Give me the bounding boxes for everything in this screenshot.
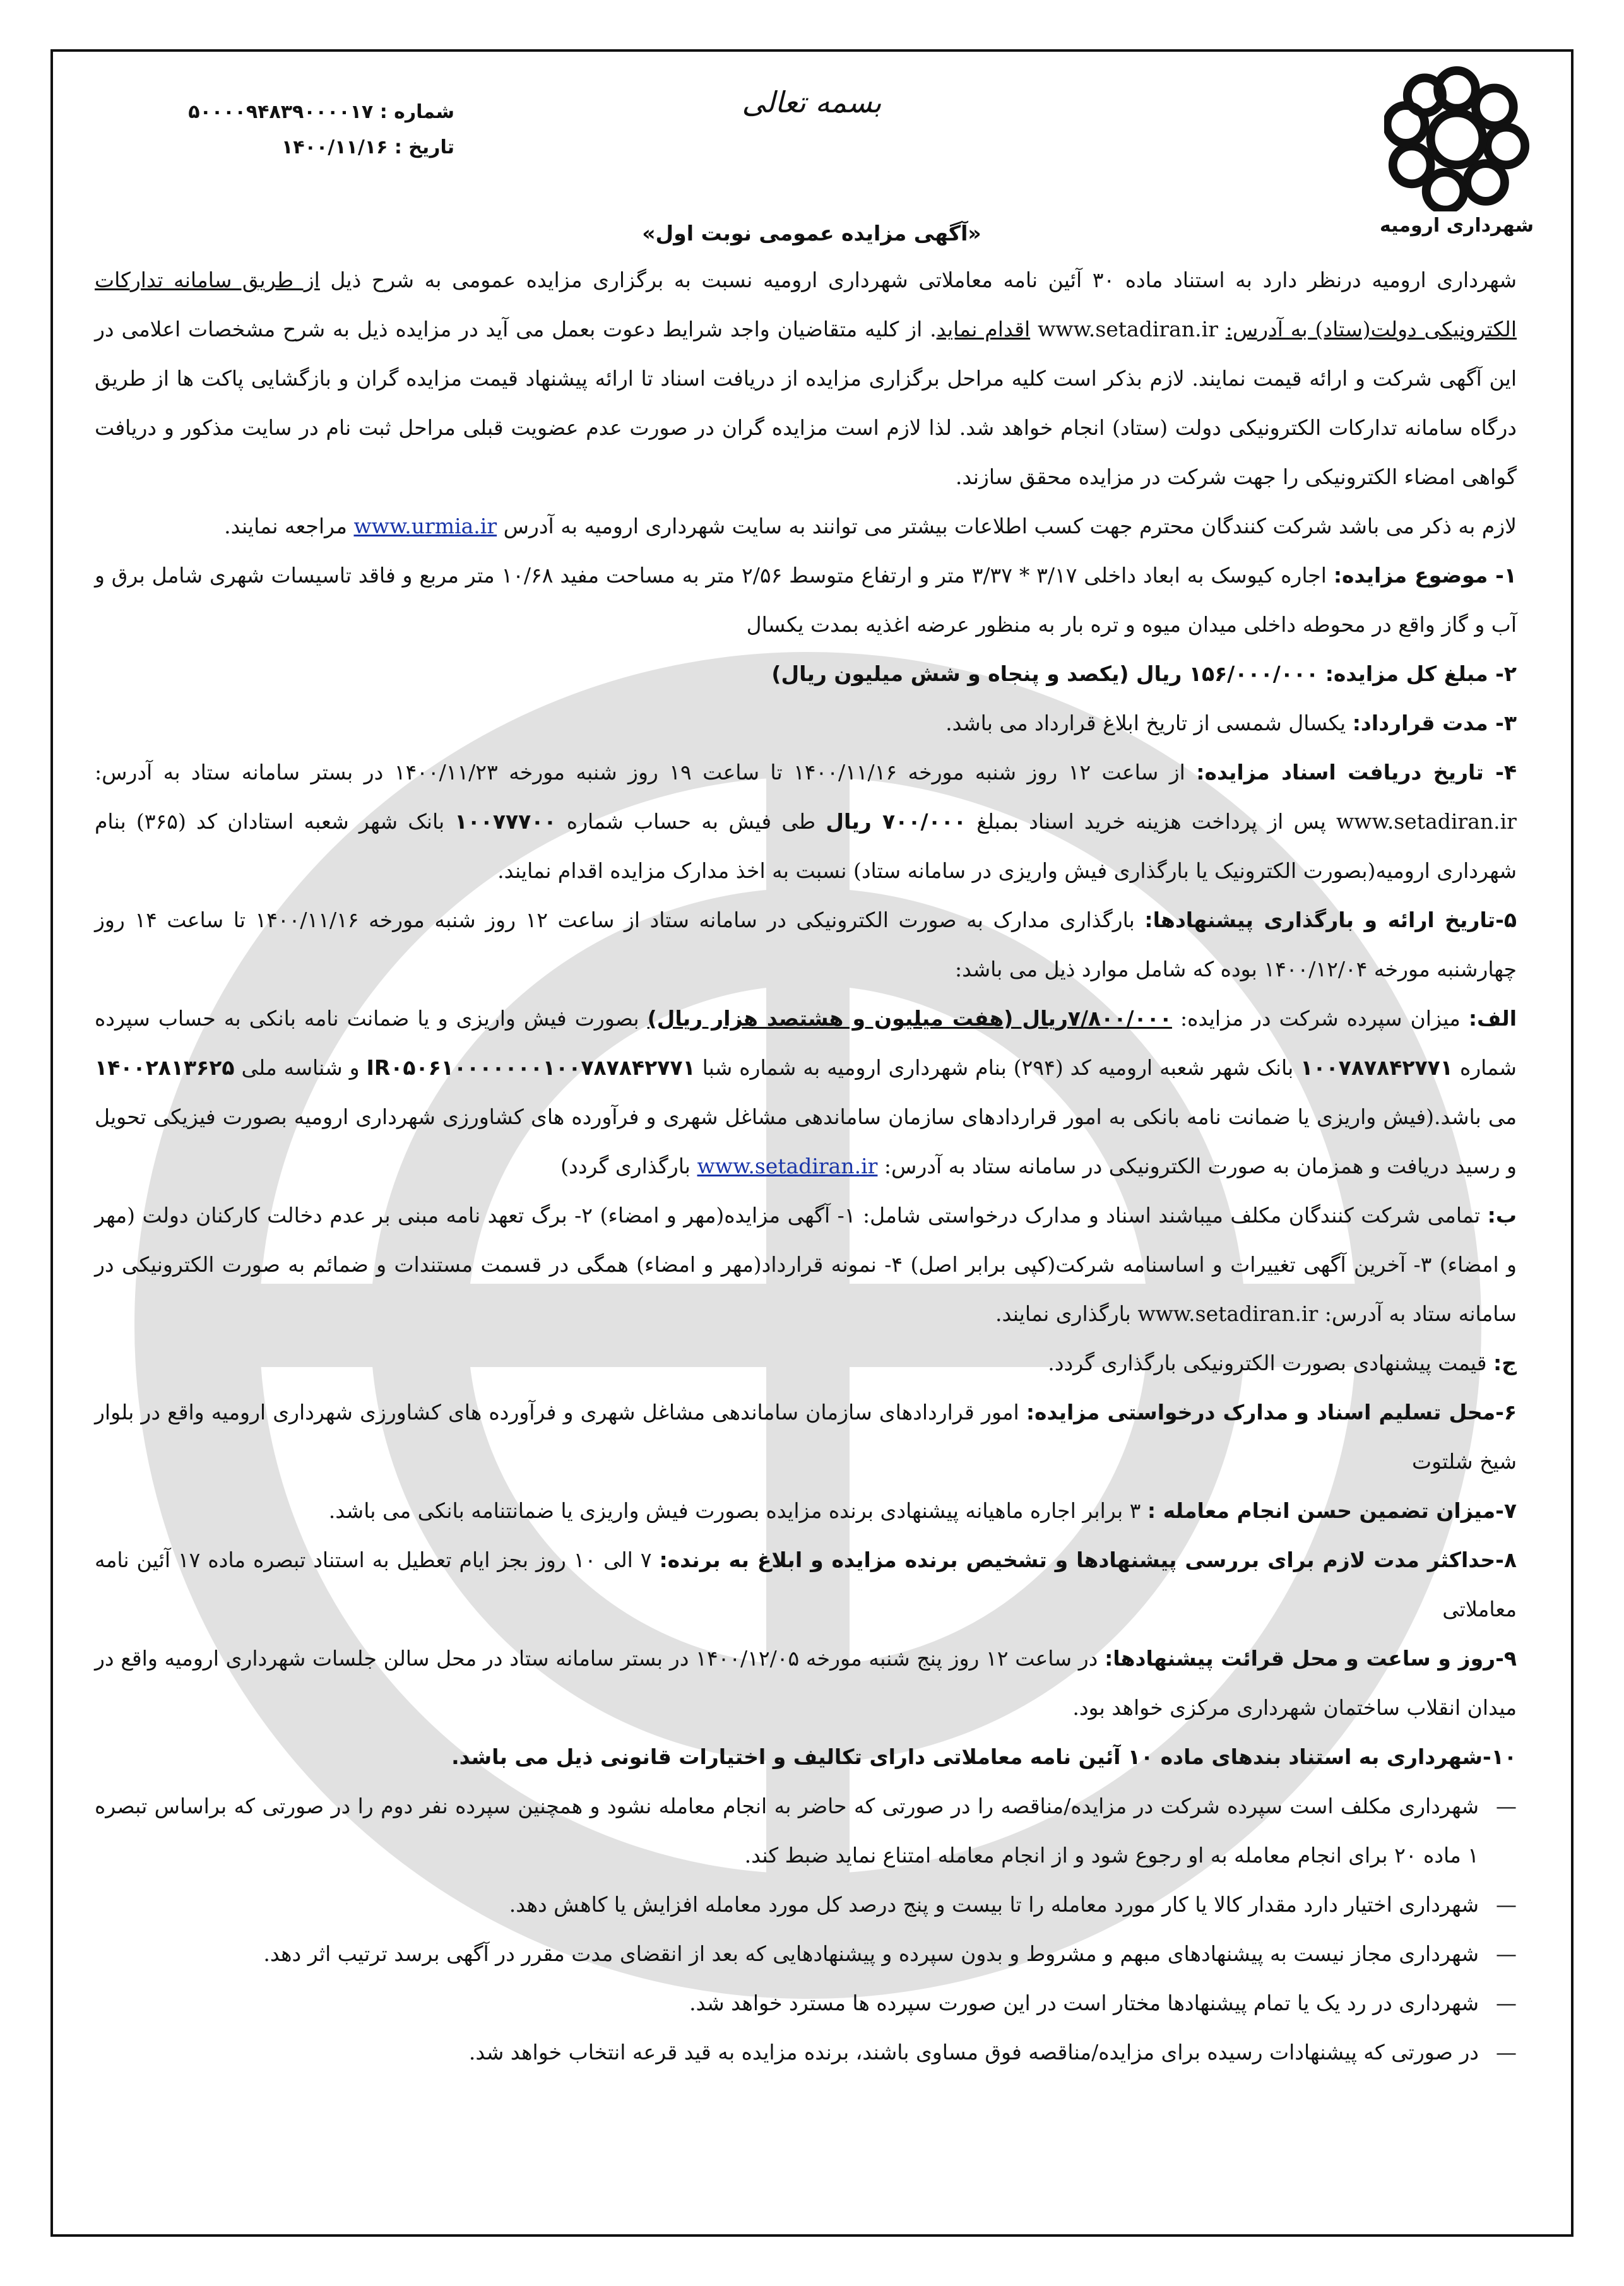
list-item: — شهرداری مکلف است سپرده شرکت در مزایده/مناقصه را در صورتی که حاضر به انجام معامله نشود و همچنین سپرده نفر دوم را در صورتی که براساس تبصره ۱ ماده ۲۰ برای انجام معامله به او رجوع شود و از انجام معامله امتناع نماید ضبط کند. — [95, 1782, 1517, 1880]
item-5-text: بارگذاری مدارک به صورت الکترونیکی در سامانه ستاد از ساعت ۱۲ روز شنبه مورخه ۱۴۰۰/۱۱/۱۶ تا ساعت ۱۴ روز چهارشنبه مورخه ۱۴۰۰/۱۲/۰۴ بوده که شامل موارد ذیل می باشد: — [95, 908, 1517, 981]
item-4-text-a: از ساعت ۱۲ روز شنبه مورخه ۱۴۰۰/۱۱/۱۶ تا ساعت ۱۹ روز شنبه مورخه ۱۴۰۰/۱۱/۲۳ در بستر سامانه ستاد به آدرس: www.setadiran.ir پس از پرداخت هزینه خرید اسناد بمبلغ — [95, 760, 1517, 834]
setadiran-link[interactable]: www.setadiran.ir — [697, 1154, 878, 1178]
list-item: — شهرداری مجاز نیست به پیشنهادهای مبهم و مشروط و بدون سپرده و پیشنهادهایی که بعد از انقضای مدت مقرر در آگهی برسد ترتیب اثر دهد. — [95, 1929, 1517, 1979]
item-1 — [95, 551, 1517, 649]
item-4-text-c: بانک شهر شعبه استادان کد (۳۶۵) بنام شهرداری ارومیه(بصورت الکترونیک یا بارگذاری فیش واریزی در سامانه ستاد) نسبت به اخذ مدارک مزایده اقدام نمایند. — [95, 809, 1517, 883]
item-8 — [95, 1536, 1517, 1634]
item-5-jim — [95, 1339, 1517, 1388]
org-name: شهرداری ارومیه — [1379, 215, 1534, 237]
item-10-list — [95, 1782, 1517, 2077]
item-4 — [95, 748, 1517, 896]
alef-text-b: بصورت فیش واریزی و یا ضمانت نامه بانکی به حساب سپرده شماره — [95, 1006, 1517, 1080]
note-text-b: مراجعه نمایند. — [224, 514, 347, 538]
item-8-label: ۸-حداکثر مدت لازم برای بررسی پیشنهادها و تشخیص برنده مزایده و ابلاغ به برنده: — [659, 1548, 1517, 1572]
alef-text-d: و شناسه ملی — [241, 1055, 360, 1080]
item-1-label: ۱- موضوع مزایده: — [1333, 563, 1517, 588]
alef-amount: ۷/۸۰۰/۰۰۰ریال (هفت میلیون و هشتصد هزار ریال) — [647, 1006, 1172, 1031]
note-paragraph — [95, 502, 1517, 551]
item-5-be — [95, 1191, 1517, 1339]
list-item: — شهرداری اختیار دارد مقدار کالا یا کار مورد معامله را تا بیست و پنج درصد کل مورد معامله افزایش یا کاهش دهد. — [95, 1880, 1517, 1929]
item-1-text: اجاره کیوسک به ابعاد داخلی ۳/۱۷ * ۳/۳۷ متر و ارتفاع متوسط ۲/۵۶ متر به مساحت مفید ۱۰/۶۸ متر مربع و فاقد تاسیسات شهری شامل برق و آب و گاز واقع در محوطه داخلی میدان میوه و تره بار به منظور عرضه اغذیه بمدت یکسال — [95, 563, 1517, 637]
bismillah-heading: بسمه تعالی — [742, 85, 882, 119]
item-7 — [95, 1486, 1517, 1536]
item-2-label: ۲- مبلغ کل مزایده: — [1325, 661, 1517, 686]
intro-paragraph — [95, 256, 1517, 502]
item-6-text: امور قراردادهای سازمان ساماندهی مشاغل شهری و فرآورده های کشاورزی شهرداری ارومیه واقع در بلوار شیخ شلتوت — [95, 1400, 1517, 1474]
alef-text-c: بانک شهر شعبه ارومیه کد (۲۹۴) بنام شهرداری ارومیه به شماره شبا — [702, 1055, 1294, 1080]
item-4-amount: ۷۰۰/۰۰۰ ریال — [826, 809, 966, 834]
letter-meta — [189, 95, 454, 165]
alef-text-a: میزان سپرده شرکت در مزایده: — [1180, 1006, 1461, 1031]
item-5 — [95, 896, 1517, 994]
alef-national-id: ۱۴۰۰۲۸۱۳۶۲۵ — [95, 1055, 235, 1080]
notice-body — [95, 256, 1517, 2077]
item-7-label: ۷-میزان تضمین حسن انجام معامله : — [1147, 1498, 1517, 1523]
alef-label: الف: — [1468, 1006, 1517, 1031]
item-2-text: ۱۵۶/۰۰۰/۰۰۰ ریال (یکصد و پنجاه و شش میلیون ریال) — [771, 661, 1319, 686]
item-4-account: ۱۰۰۷۷۷۰۰ — [454, 809, 557, 834]
intro-text-d: اقدام نماید — [936, 317, 1031, 341]
be-text: تمامی شرکت کنندگان مکلف میباشند اسناد و مدارک درخواستی شامل: ۱- آگهی مزایده(مهر و امضاء) ۲- برگ تعهد نامه مبنی بر عدم دخالت کارکنان دولت (مهر و امضاء) ۳- آخرین آگهی تغییرات و اساسنامه شرکت(کپی برابر اصل) ۴- نمونه قرارداد(مهر و امضاء) همگی در قسمت مستندات و ضمائم به صورت الکترونیکی در سامانه ستاد به آدرس: www.setadiran.ir بارگذاری نمایند. — [95, 1203, 1517, 1326]
item-5-label: ۵-تاریخ ارائه و بارگذاری پیشنهادها: — [1144, 908, 1517, 932]
item-9-text: در ساعت ۱۲ روز پنج شنبه مورخه ۱۴۰۰/۱۲/۰۵ در بستر سامانه ستاد در محل سالن جلسات شهرداری ارومیه واقع در میدان انقلاب ساختمان شهرداری مرکزی خواهد بود. — [95, 1646, 1517, 1720]
item-6 — [95, 1388, 1517, 1486]
number-label: شماره : — [379, 101, 454, 123]
intro-site: www.setadiran.ir — [1038, 317, 1218, 341]
item-3 — [95, 699, 1517, 748]
item-10 — [95, 1732, 1517, 1782]
list-item: — در صورتی که پیشنهادات رسیده برای مزایده/مناقصه فوق مساوی باشند، برنده مزایده به قید قرعه انتخاب خواهد شد. — [95, 2028, 1517, 2077]
item-2 — [95, 649, 1517, 699]
alef-text-e: می باشد.(فیش واریزی یا ضمانت نامه بانکی به امور قراردادهای سازمان ساماندهی مشاغل شهری و فرآورده های کشاورزی شهرداری ارومیه بصورت فیزیکی تحویل و رسید دریافت و همزمان به صورت الکترونیکی در سامانه ستاد به آدرس: — [95, 1105, 1517, 1178]
letter-number-row — [189, 95, 454, 130]
intro-text-e: . از کلیه متقاضیان واجد شرایط دعوت بعمل می آید در مزایده ذیل به شرح مشخصات اعلامی در این آگهی شرکت و ارائه قیمت نمایند. لازم بذکر است کلیه مراحل برگزاری مزایده از دریافت اسناد تا ارائه پیشنهاد قیمت مزایده گران و بازگشایی پاکت ها از طریق درگاه سامانه تدارکات الکترونیکی دولت (ستاد) انجام خواهد شد. لذا لازم است مزایده گران در صورت عدم عضویت قبلی مراحل ثبت نام در سایت مذکور و دریافت گواهی امضاء الکترونیکی را جهت شرکت در مزایده محقق سازند. — [95, 317, 1517, 489]
item-4-label: ۴- تاریخ دریافت اسناد مزایده: — [1196, 760, 1517, 785]
letter-date-row — [189, 130, 454, 165]
item-9-label: ۹-روز و ساعت و محل قرائت پیشنهادها: — [1105, 1646, 1517, 1671]
item-10-label: ۱۰-شهرداری به استناد بندهای ماده ۱۰ آئین نامه معاملاتی دارای تکالیف و اختیارات قانونی ذیل می باشد. — [451, 1744, 1517, 1769]
item-3-label: ۳- مدت قرارداد: — [1352, 711, 1517, 735]
item-6-label: ۶-محل تسلیم اسناد و مدارک درخواستی مزایده: — [1026, 1400, 1517, 1424]
note-text-a: لازم به ذکر می باشد شرکت کنندگان محترم جهت کسب اطلاعات بیشتر می توانند به سایت شهرداری ارومیه به آدرس — [503, 514, 1517, 538]
jim-text: قیمت پیشنهادی بصورت الکترونیکی بارگذاری گردد. — [1048, 1351, 1487, 1375]
list-item: — شهرداری در رد یک یا تمام پیشنهادها مختار است در این صورت سپرده ها مسترد خواهد شد. — [95, 1979, 1517, 2028]
date-value: ۱۴۰۰/۱۱/۱۶ — [282, 136, 388, 158]
item-8-text: ۷ الی ۱۰ روز بجز ایام تعطیل به استناد تبصره ماده ۱۷ آئین نامه معاملاتی — [95, 1548, 1517, 1621]
jim-label: ج: — [1493, 1351, 1517, 1375]
alef-sheba: IR۰۵۰۶۱۰۰۰۰۰۰۰۱۰۰۷۸۷۸۴۲۷۷۱ — [366, 1055, 696, 1080]
urmia-municipality-logo-icon — [1384, 66, 1529, 211]
intro-text-a: شهرداری ارومیه درنظر دارد به استناد ماده ۳۰ آئین نامه معاملاتی شهرداری ارومیه نسبت به برگزاری مزایده عمومی به شرح ذیل — [330, 268, 1517, 292]
alef-text-f: بارگذاری گردد) — [560, 1154, 690, 1178]
urmia-site-link[interactable]: www.urmia.ir — [353, 514, 497, 538]
item-7-text: ۳ برابر اجاره ماهیانه پیشنهادی برنده مزایده بصورت فیش واریزی یا ضمانتنامه بانکی می باشد. — [328, 1498, 1141, 1523]
number-value: ۵۰۰۰۰۹۴۸۳۹۰۰۰۰۱۷ — [188, 101, 374, 123]
date-label: تاریخ : — [394, 136, 454, 158]
notice-title: «آگهی مزایده عمومی نوبت اول» — [642, 221, 981, 246]
item-3-text: یکسال شمسی از تاریخ ابلاغ قرارداد می باشد. — [945, 711, 1346, 735]
intro-text-b: از طریق سامانه تدارکات الکترونیکی دولت(ستاد) به آدرس: — [95, 268, 1517, 341]
item-9 — [95, 1634, 1517, 1732]
be-label: ب: — [1487, 1203, 1517, 1228]
item-4-text-b: طی فیش به حساب شماره — [566, 809, 816, 834]
item-5-alef — [95, 994, 1517, 1191]
alef-account: ۱۰۰۷۸۷۸۴۲۷۷۱ — [1300, 1055, 1453, 1080]
